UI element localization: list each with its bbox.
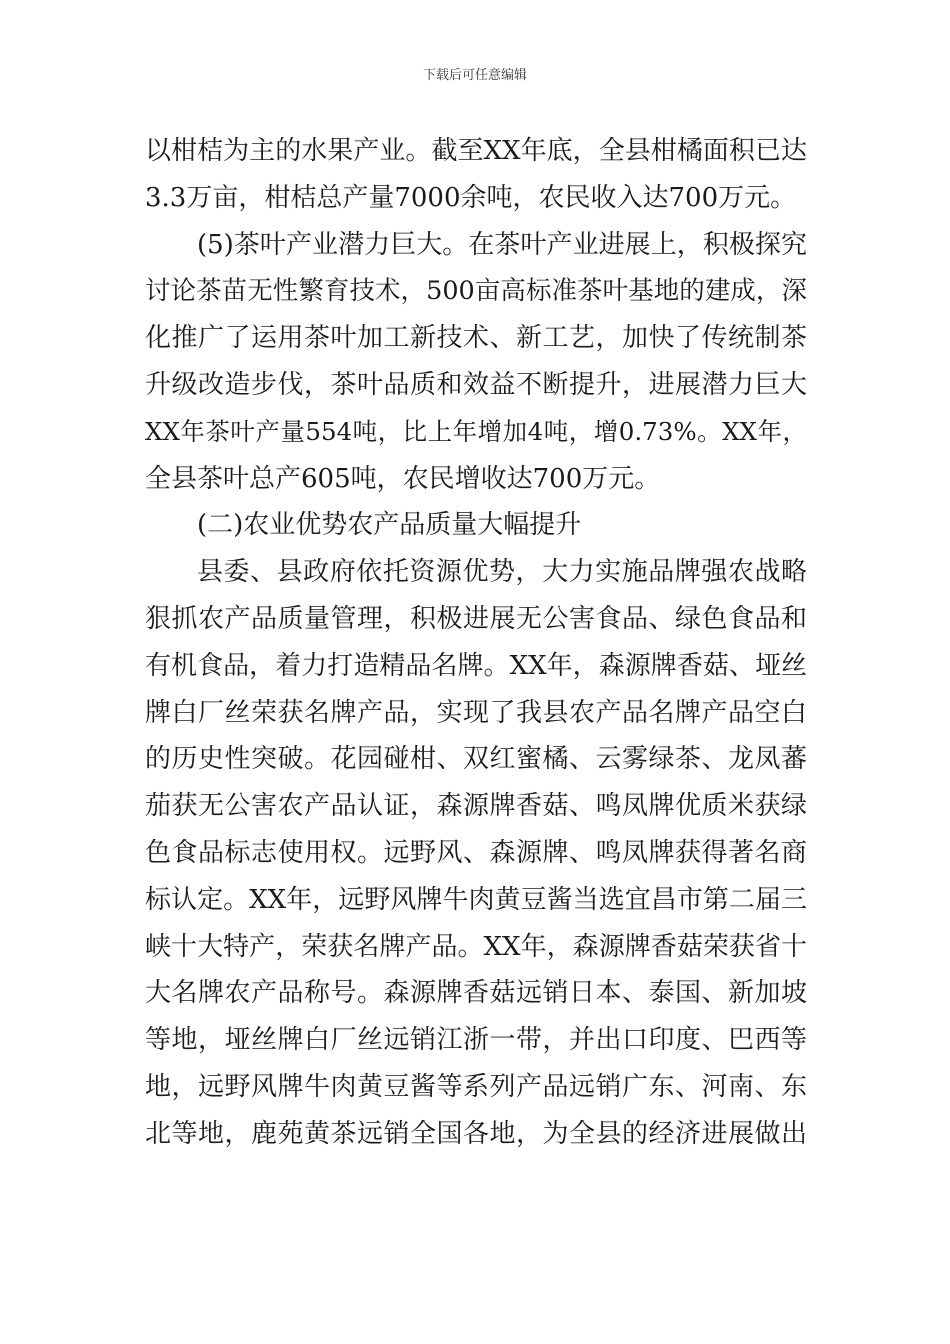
text-line: (二)农业优势农产品质量大幅提升 xyxy=(197,510,582,541)
text-line: 茄获无公害农产品认证，森源牌香菇、鸣凤牌优质米获绿 xyxy=(145,791,807,822)
page-header: 下载后可任意编辑 xyxy=(422,68,527,83)
text-line: 3.3万亩，柑桔总产量7000余吨，农民收入达700万元。 xyxy=(145,182,797,213)
text-line: 讨论茶苗无性繁育技术，500亩高标准茶叶基地的建成，深 xyxy=(145,276,807,307)
text-line: 以柑桔为主的水果产业。截至XX年底，全县柑橘面积已达 xyxy=(145,136,807,166)
document-body xyxy=(145,128,807,1158)
text-line: 化推广了运用茶叶加工新技术、新工艺，加快了传统制茶 xyxy=(145,323,807,354)
text-line: 峡十大特产，荣获名牌产品。XX年，森源牌香菇荣获省十 xyxy=(145,931,807,962)
text-line: 地，远野风牌牛肉黄豆酱等系列产品远销广东、河南、东 xyxy=(145,1071,807,1102)
text-line: 全县茶叶总产605吨，农民增收达700万元。 xyxy=(145,463,661,494)
text-line: 标认定。XX年，远野风牌牛肉黄豆酱当选宜昌市第二届三 xyxy=(145,884,807,915)
text-line: 北等地，鹿苑黄茶远销全国各地，为全县的经济进展做出 xyxy=(145,1118,807,1149)
text-line: 牌白厂丝荣获名牌产品，实现了我县农产品名牌产品空白 xyxy=(145,697,807,728)
text-line: 狠抓农产品质量管理，积极进展无公害食品、绿色食品和 xyxy=(145,603,807,634)
text-line: 升级改造步伐，茶叶品质和效益不断提升，进展潜力巨大 xyxy=(145,369,807,400)
text-line: (5)茶叶产业潜力巨大。在茶叶产业进展上，积极探究 xyxy=(197,229,807,260)
text-line: XX年茶叶产量554吨，比上年增加4吨，增0.73%。XX年， xyxy=(145,416,807,446)
text-line: 县委、县政府依托资源优势，大力实施品牌强农战略 xyxy=(197,557,807,588)
text-line: 大名牌农产品称号。森源牌香菇远销日本、泰国、新加坡 xyxy=(145,978,807,1009)
text-line: 的历史性突破。花园碰柑、双红蜜橘、云雾绿茶、龙凤蕃 xyxy=(145,744,807,775)
text-line: 等地，垭丝牌白厂丝远销江浙一带，并出口印度、巴西等 xyxy=(145,1025,807,1056)
text-line: 色食品标志使用权。远野风、森源牌、鸣凤牌获得著名商 xyxy=(145,837,807,868)
text-line: 有机食品，着力打造精品名牌。XX年，森源牌香菇、垭丝 xyxy=(145,650,807,681)
